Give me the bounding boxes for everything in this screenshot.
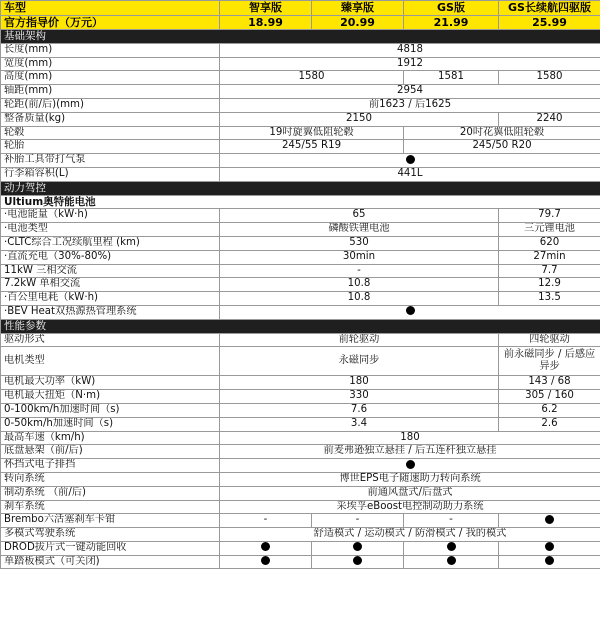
spec-row [1,528,600,542]
spec-label: 最高车速（km/h) [1,431,220,445]
spec-value: 三元锂电池 [499,223,600,237]
spec-label: 0-100km/h加速时间（s) [1,403,220,417]
filled-circle-icon [447,542,456,551]
spec-value: 180 [220,431,600,445]
spec-row [1,154,600,168]
trim-price-2: 20.99 [312,15,404,30]
spec-label: 整备质量(kg) [1,112,220,126]
spec-label: 电机类型 [1,347,220,376]
trim-price-1: 18.99 [220,15,312,30]
spec-row [1,403,600,417]
trim-price-3: 21.99 [404,15,499,30]
filled-circle-icon [261,556,270,565]
spec-value: 305 / 160 [499,390,600,404]
spec-row [1,292,600,306]
spec-label: 长度(mm) [1,43,220,57]
spec-label: 0-50km/h加速时间（s) [1,417,220,431]
spec-value: 180 [220,376,499,390]
spec-row [1,555,600,569]
spec-value: - [220,514,312,528]
spec-label: 轮毂 [1,126,220,140]
spec-label: 怀挡式电子排挡 [1,459,220,473]
spec-value: 舒适模式 / 运动模式 / 防滑模式 / 我的模式 [220,528,600,542]
filled-circle-icon [353,556,362,565]
equipped-dot-icon [220,305,600,319]
spec-row [1,333,600,347]
spec-value: 2240 [499,112,600,126]
spec-value: 1580 [499,71,600,85]
spec-value: 前1623 / 后1625 [220,98,600,112]
spec-label: ·百公里电耗（kW·h) [1,292,220,306]
spec-label: 轴距(mm) [1,85,220,99]
spec-row [1,500,600,514]
spec-value: 3.4 [220,417,499,431]
spec-value: - [404,514,499,528]
section-title: 性能参数 [1,319,600,333]
section-header-row [1,181,600,195]
spec-label: ·直流充电（30%-80%) [1,250,220,264]
spec-label: 宽度(mm) [1,57,220,71]
spec-label: DROD拔片式一键动能回收 [1,541,220,555]
spec-label: 单踏板模式（可关闭) [1,555,220,569]
filled-circle-icon [406,306,415,315]
spec-row [1,347,600,376]
section-header-row [1,30,600,44]
trim-name-1: 智享版 [220,1,312,16]
trim-name-2: 臻享版 [312,1,404,16]
spec-value: - [312,514,404,528]
spec-label: 轮距(前/后)(mm) [1,98,220,112]
spec-label: 7.2kW 单相交流 [1,278,220,292]
spec-label: 11kW 三相交流 [1,264,220,278]
spec-value: 1912 [220,57,600,71]
filled-circle-icon [406,460,415,469]
spec-value: 1581 [404,71,499,85]
equipped-dot-icon [499,541,600,555]
spec-row [1,472,600,486]
spec-value: 143 / 68 [499,376,600,390]
spec-row [1,486,600,500]
spec-label: 补胎工具带打气泵 [1,154,220,168]
spec-value: 30min [220,250,499,264]
spec-label: ·CLTC综合工况续航里程 (km) [1,236,220,250]
spec-value: 20吋花翼低阻轮毂 [404,126,600,140]
spec-label: ·BEV Heat双热源热管理系统 [1,305,220,319]
spec-row [1,209,600,223]
subsection-title: Ultium奥特能电池 [1,195,600,209]
spec-row [1,459,600,473]
spec-value: 65 [220,209,499,223]
spec-label: 刹车系统 [1,500,220,514]
filled-circle-icon [545,515,554,524]
filled-circle-icon [353,542,362,551]
header-row-price [1,15,600,30]
section-header-row [1,319,600,333]
spec-label: Brembo六活塞刹车卡钳 [1,514,220,528]
spec-row [1,431,600,445]
spec-value: 530 [220,236,499,250]
model-label: 车型 [1,1,220,16]
spec-row [1,223,600,237]
spec-row [1,305,600,319]
price-label: 官方指导价（万元） [1,15,220,30]
equipped-dot-icon [499,555,600,569]
spec-row [1,376,600,390]
spec-row [1,264,600,278]
equipped-dot-icon [220,541,312,555]
spec-row [1,417,600,431]
equipped-dot-icon [220,459,600,473]
header-row-model [1,1,600,16]
spec-row [1,43,600,57]
filled-circle-icon [545,556,554,565]
spec-row [1,236,600,250]
filled-circle-icon [545,542,554,551]
trim-name-4: GS长续航四驱版 [499,1,600,16]
spec-value: 10.8 [220,292,499,306]
spec-value: 245/50 R20 [404,140,600,154]
spec-value: 245/55 R19 [220,140,404,154]
spec-value: 4818 [220,43,600,57]
spec-value: 2.6 [499,417,600,431]
filled-circle-icon [406,155,415,164]
spec-value: 79.7 [499,209,600,223]
spec-row [1,541,600,555]
trim-name-3: GS版 [404,1,499,16]
equipped-dot-icon [312,555,404,569]
spec-value: 采埃孚eBoost电控制动助力系统 [220,500,600,514]
spec-value: 7.7 [499,264,600,278]
spec-value: 330 [220,390,499,404]
spec-value: 10.8 [220,278,499,292]
spec-row [1,140,600,154]
spec-row [1,250,600,264]
section-title: 动力驾控 [1,181,600,195]
spec-row [1,167,600,181]
equipped-dot-icon [220,555,312,569]
spec-value: 四轮驱动 [499,333,600,347]
spec-row [1,278,600,292]
spec-value: 620 [499,236,600,250]
spec-label: 制动系统 （前/后) [1,486,220,500]
spec-value: 19吋旋翼低阻轮毂 [220,126,404,140]
spec-label: 多模式驾驶系统 [1,528,220,542]
spec-value: 2150 [220,112,499,126]
spec-row [1,126,600,140]
spec-value: 前轮驱动 [220,333,499,347]
spec-label: 驱动形式 [1,333,220,347]
spec-label: ·电池类型 [1,223,220,237]
equipped-dot-icon [312,541,404,555]
spec-value: 6.2 [499,403,600,417]
spec-value: 441L [220,167,600,181]
spec-row [1,112,600,126]
spec-value: 磷酸铁锂电池 [220,223,499,237]
section-title: 基础架构 [1,30,600,44]
spec-value: 前麦弗逊独立悬挂 / 后五连杆独立悬挂 [220,445,600,459]
spec-row [1,445,600,459]
spec-value: 2954 [220,85,600,99]
spec-value: 博世EPS电子随速助力转向系统 [220,472,600,486]
spec-label: 电机最大扭矩（N·m) [1,390,220,404]
spec-label: ·电池能量（kW·h) [1,209,220,223]
spec-value: - [220,264,499,278]
spec-row [1,514,600,528]
spec-row [1,57,600,71]
subsection-header-row [1,195,600,209]
spec-label: 高度(mm) [1,71,220,85]
filled-circle-icon [447,556,456,565]
spec-label: 电机最大功率（kW) [1,376,220,390]
spec-label: 行李箱容积(L) [1,167,220,181]
spec-row [1,71,600,85]
spec-value: 13.5 [499,292,600,306]
equipped-dot-icon [220,154,600,168]
spec-value: 前永磁同步 / 后感应异步 [499,347,600,376]
spec-label: 轮胎 [1,140,220,154]
spec-row [1,98,600,112]
spec-value: 27min [499,250,600,264]
spec-label: 底盘悬架（前/后) [1,445,220,459]
spec-value: 永磁同步 [220,347,499,376]
spec-value: 前通风盘式/后盘式 [220,486,600,500]
trim-price-4: 25.99 [499,15,600,30]
equipped-dot-icon [404,541,499,555]
spec-value: 1580 [220,71,404,85]
equipped-dot-icon [404,555,499,569]
filled-circle-icon [261,542,270,551]
spec-value: 7.6 [220,403,499,417]
equipped-dot-icon [499,514,600,528]
spec-label: 转向系统 [1,472,220,486]
spec-row [1,390,600,404]
spec-row [1,85,600,99]
spec-value: 12.9 [499,278,600,292]
